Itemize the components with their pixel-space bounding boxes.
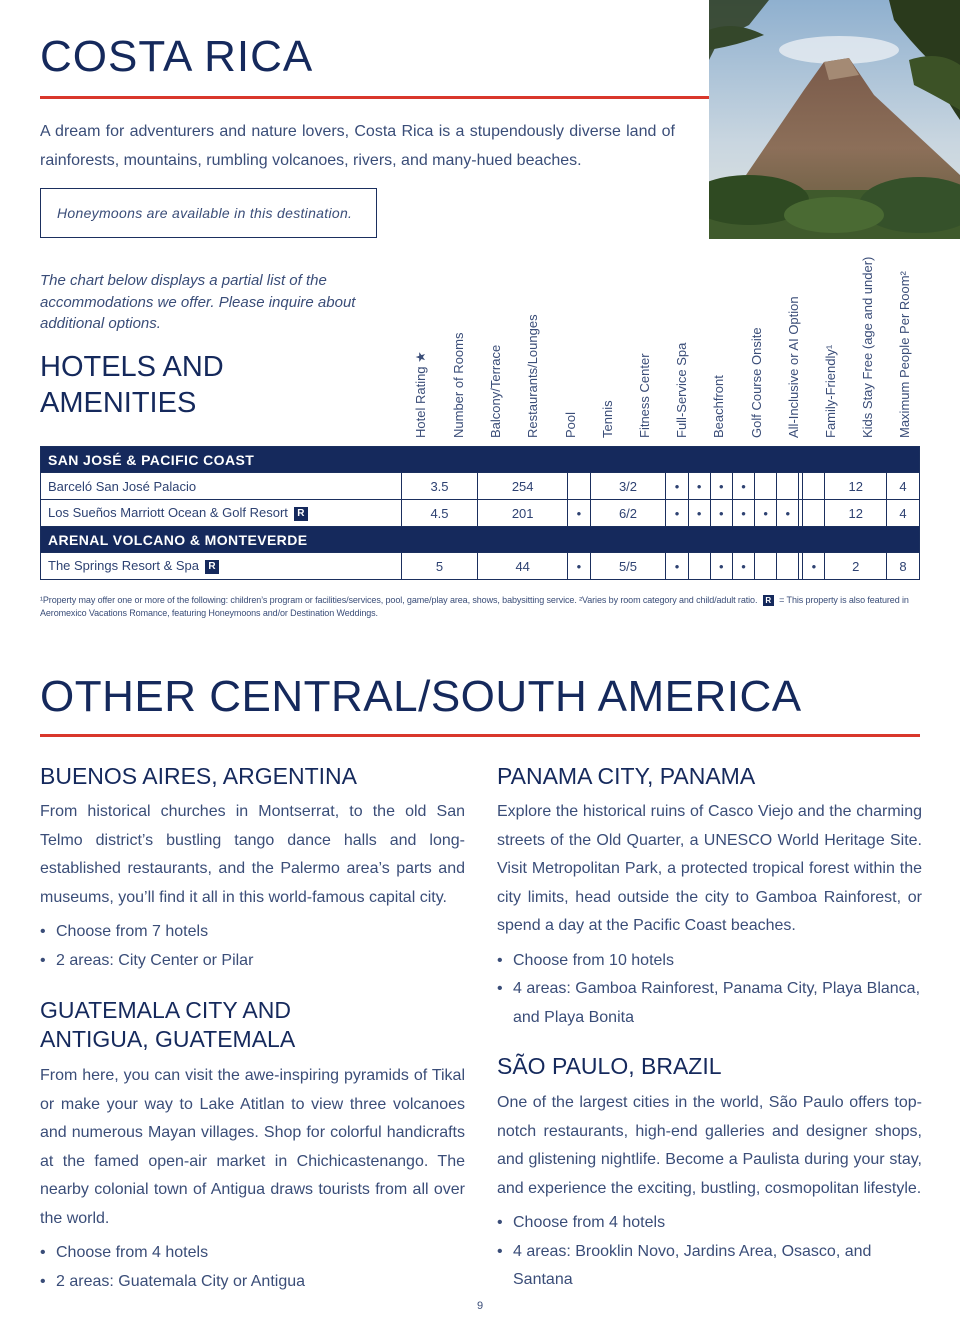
col-header: Golf Course Onsite <box>748 327 764 438</box>
col-header: Pool <box>562 411 578 438</box>
table-cell: • <box>666 553 688 580</box>
table-cell: 3.5 <box>402 473 478 500</box>
title-divider <box>40 96 709 99</box>
table-cell <box>803 500 825 527</box>
col-header: Tennis <box>599 400 615 438</box>
guatemala-block <box>40 996 465 1296</box>
table-cell: • <box>688 500 710 527</box>
chart-intro-note: The chart below displays a partial list of the accommodations we offer. Please inquire about additional options. <box>40 272 356 332</box>
bullet-list <box>40 1239 465 1296</box>
table-cell: 6/2 <box>590 500 666 527</box>
section-divider <box>40 734 920 737</box>
destination-heading: SÃO PAULO, BRAZIL <box>497 1053 722 1079</box>
col-header: Maximum People Per Room² <box>896 271 912 438</box>
costa-rica-intro: A dream for adventurers and nature lovers, Costa Rica is a stupendously diverse land of rainforests, mountains, rumbling volcanoes, rivers, and many-hued beaches. <box>40 123 675 169</box>
hotel-name: Los Sueños Marriott Ocean & Golf Resort R <box>41 500 402 527</box>
col-header: All-Inclusive or AI Option <box>785 296 801 438</box>
table-group-row: SAN JOSÉ & PACIFIC COAST <box>41 447 920 473</box>
table-row <box>41 553 920 580</box>
amenities-table <box>40 446 920 580</box>
table-group-row: ARENAL VOLCANO & MONTEVERDE <box>41 527 920 553</box>
destination-heading <box>40 996 465 1054</box>
table-cell: • <box>710 553 732 580</box>
table-cell: • <box>755 500 777 527</box>
page-number: 9 <box>476 1300 484 1312</box>
col-header: Restaurants/Lounges <box>524 314 540 438</box>
volcano-photo <box>709 0 960 239</box>
col-header: Hotel Rating ★ <box>412 351 428 438</box>
heading-line: ANTIGUA, GUATEMALA <box>40 1026 296 1052</box>
list-item: • 4 areas: Brooklin Novo, Jardins Area, Osasco, and Santana <box>497 1238 922 1295</box>
destination-text: From historical churches in Montserrat, to the old San Telmo district’s bustling tango dance halls and long-established restaurants, and the Palermo area’s parts and museums, you’ll find it all in this world-famous capital city. <box>40 803 465 906</box>
col-header: Family-Friendly¹ <box>822 344 838 438</box>
section-title-other: OTHER CENTRAL/SOUTH AMERICA <box>40 672 802 721</box>
table-row <box>41 473 920 500</box>
list-item: • 2 areas: City Center or Pilar <box>40 947 465 976</box>
table-cell: • <box>710 473 732 500</box>
table-cell: • <box>688 473 710 500</box>
table-cell: 12 <box>825 473 887 500</box>
col-header: Beachfront <box>710 375 726 438</box>
hotels-amenities-heading <box>40 349 224 421</box>
footnote-text: = This property is also featured in Aeromexico Vacations Romance, featuring Honeymoons and/or Destination Weddings. <box>40 595 909 618</box>
table-cell: • <box>732 500 754 527</box>
table-footnote <box>40 594 920 619</box>
list-item: • Choose from 10 hotels <box>497 947 922 976</box>
table-cell: 4.5 <box>402 500 478 527</box>
footnote-text: ¹Property may offer one or more of the following: children’s program or facilities/services, pool, game/play area, shows, babysitting service. ²Varies by room category and child/adult ratio. <box>40 595 758 605</box>
table-cell: 254 <box>477 473 567 500</box>
table-cell <box>755 553 777 580</box>
table-cell: • <box>666 473 688 500</box>
table-cell: • <box>803 553 825 580</box>
col-header: Kids Stay Free (age and under) <box>859 256 875 438</box>
table-cell: • <box>710 500 732 527</box>
bullet-list <box>497 1209 922 1295</box>
hotel-name: The Springs Resort & Spa R <box>41 553 402 580</box>
table-cell: 4 <box>887 473 920 500</box>
table-cell: 201 <box>477 500 567 527</box>
table-cell: 12 <box>825 500 887 527</box>
table-cell <box>755 473 777 500</box>
list-item: • Choose from 4 hotels <box>40 1239 465 1268</box>
col-header: Number of Rooms <box>450 332 466 438</box>
table-cell: • <box>732 553 754 580</box>
table-cell: • <box>666 500 688 527</box>
table-cell <box>777 473 799 500</box>
list-item: • 4 areas: Gamboa Rainforest, Panama City, Playa Blanca, and Playa Bonita <box>497 975 922 1032</box>
destination-heading: BUENOS AIRES, ARGENTINA <box>40 763 357 789</box>
destination-heading: PANAMA CITY, PANAMA <box>497 763 756 789</box>
page-title-costa-rica: COSTA RICA <box>40 32 314 81</box>
table-cell: 44 <box>477 553 567 580</box>
romance-badge-icon: R <box>294 507 308 521</box>
destination-text: One of the largest cities in the world, São Paulo offers top-notch restaurants, high-end galleries and designer shops, and glistening nightlife. Become a Paulista during your stay, and experience the exciting, bustling, cosmopolitan lifestyle. <box>497 1094 922 1197</box>
col-header: Fitness Center <box>636 353 652 438</box>
panama-block <box>497 762 922 1032</box>
bullet-list <box>40 918 465 975</box>
col-header: Full-Service Spa <box>673 342 689 438</box>
list-item: • 2 areas: Guatemala City or Antigua <box>40 1268 465 1297</box>
sao-paulo-block <box>497 1052 922 1295</box>
table-cell <box>688 553 710 580</box>
table-cell: 2 <box>825 553 887 580</box>
table-cell: • <box>568 500 590 527</box>
heading-line: GUATEMALA CITY AND <box>40 997 291 1023</box>
table-cell <box>803 473 825 500</box>
table-row <box>41 500 920 527</box>
table-cell: • <box>568 553 590 580</box>
table-cell: • <box>777 500 799 527</box>
honeymoon-callout: Honeymoons are available in this destination. <box>40 188 377 238</box>
table-cell: 4 <box>887 500 920 527</box>
hotel-name: Barceló San José Palacio <box>41 473 402 500</box>
list-item: • Choose from 4 hotels <box>497 1209 922 1238</box>
destination-text: Explore the historical ruins of Casco Viejo and the charming streets of the Old Quarter, a UNESCO World Heritage Site. Visit Metropolitan Park, a protected tropical forest within the city limits, head outside the city to Gamboa Rainforest, or spend a day at the Pacific Coast beaches. <box>497 803 922 934</box>
heading-line: HOTELS AND <box>40 351 224 383</box>
buenos-aires-block <box>40 762 465 975</box>
romance-badge-icon: R <box>205 560 219 574</box>
table-cell: 3/2 <box>590 473 666 500</box>
table-cell <box>777 553 799 580</box>
table-cell: 5/5 <box>590 553 666 580</box>
table-cell: 8 <box>887 553 920 580</box>
table-cell: • <box>732 473 754 500</box>
heading-line: AMENITIES <box>40 387 197 419</box>
col-header: Balcony/Terrace <box>487 344 503 438</box>
table-cell <box>568 473 590 500</box>
destination-text: From here, you can visit the awe-inspiring pyramids of Tikal or make your way to Lake Atitlan to view three volcanoes and numerous Mayan villages. Shop for colorful handicrafts at the famed open-air market in Chichicastenango. The nearby colonial town of Antigua draws tourists from all over the world. <box>40 1067 465 1227</box>
list-item: • Choose from 7 hotels <box>40 918 465 947</box>
romance-badge-icon: R <box>763 595 774 606</box>
bullet-list <box>497 947 922 1033</box>
table-cell: 5 <box>402 553 478 580</box>
